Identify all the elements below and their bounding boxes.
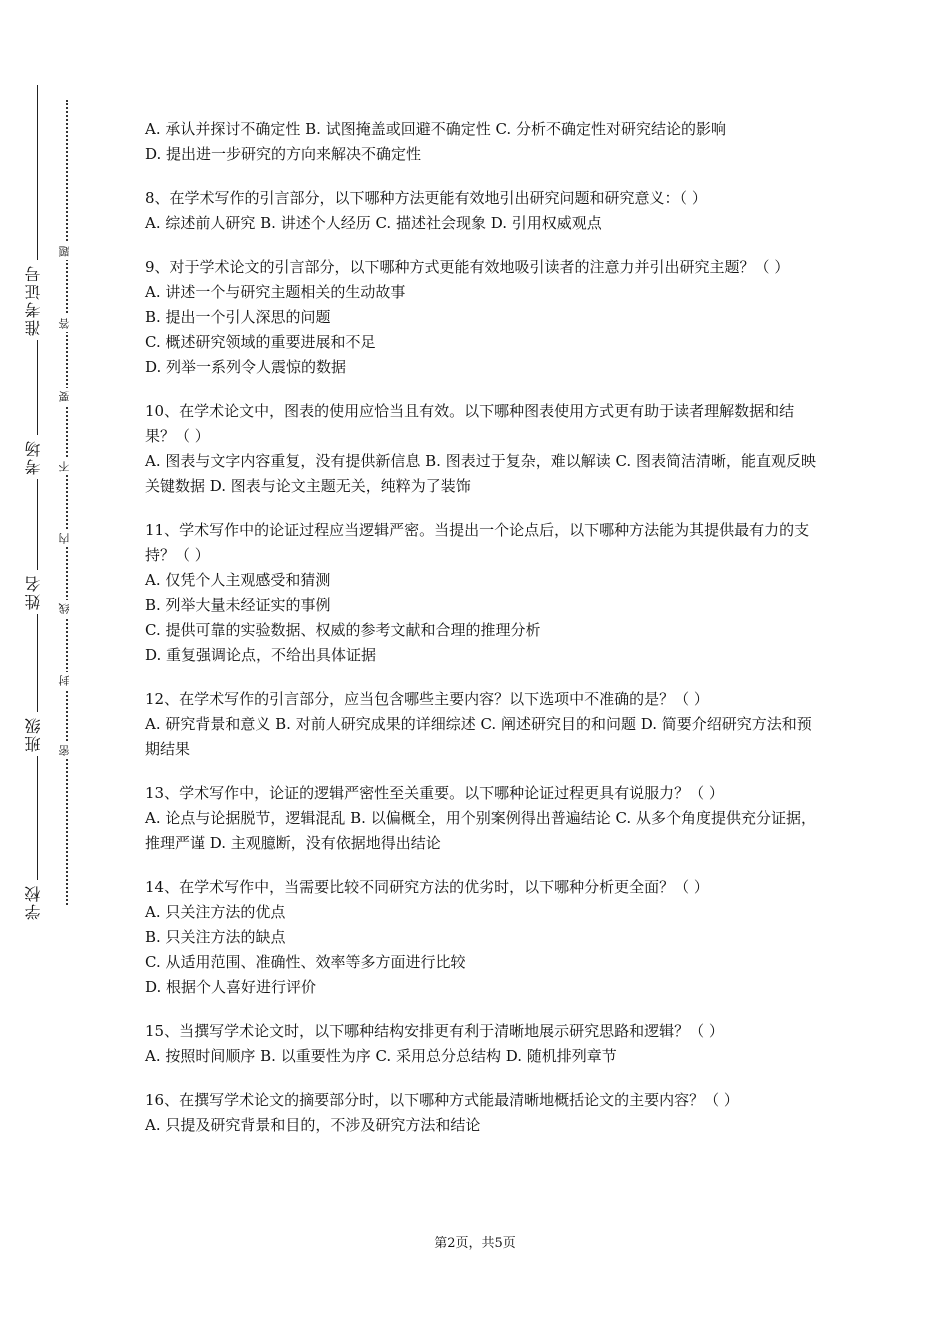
question-list <box>145 117 817 1157</box>
option-line: D. 提出进一步研究的方向来解决不确定性 <box>145 145 422 163</box>
question-11 <box>145 518 817 668</box>
field-class: 班级 <box>24 712 50 756</box>
option-line: A. 综述前人研究 B. 讲述个人经历 C. 描述社会现象 D. 引用权威观点 <box>145 214 602 232</box>
question-16 <box>145 1088 817 1138</box>
question-stem: 16、在撰写学术论文的摘要部分时，以下哪种方式能最清晰地概括论文的主要内容？（ ） <box>145 1091 739 1109</box>
option-line: B. 提出一个引人深思的问题 <box>145 308 331 326</box>
seal-char: 线 <box>59 600 75 617</box>
question-13 <box>145 781 817 856</box>
seal-char: 答 <box>59 315 75 332</box>
question-stem: 14、在学术写作中，当需要比较不同研究方法的优劣时，以下哪种分析更全面？（ ） <box>145 878 709 896</box>
option-line: A. 论点与论据脱节，逻辑混乱 B. 以偏概全，用个别案例得出普遍结论 C. 从多个角度提供充分证据，推理严谨 D. 主观臆断，没有依据地得出结论 <box>145 809 816 852</box>
seal-char: 要 <box>59 388 75 405</box>
question-12 <box>145 687 817 762</box>
seal-char: 封 <box>59 672 75 689</box>
option-line: A. 承认并探讨不确定性 B. 试图掩盖或回避不确定性 C. 分析不确定性对研究结论的影响 <box>145 120 726 138</box>
seal-char: 内 <box>59 530 75 547</box>
page-footer: 第2页，共5页 <box>434 1236 516 1251</box>
question-stem: 8、在学术写作的引言部分，以下哪种方法更能有效地引出研究问题和研究意义：（ ） <box>145 189 707 207</box>
field-exam-room: 考场 <box>24 435 50 479</box>
question-stem: 10、在学术论文中，图表的使用应恰当且有效。以下哪种图表使用方式更有助于读者理解数据和结果？（ ） <box>145 402 795 445</box>
option-line: A. 图表与文字内容重复，没有提供新信息 B. 图表过于复杂，难以解读 C. 图表简洁清晰，能直观反映关键数据 D. 图表与论文主题无关，纯粹为了装饰 <box>145 452 816 495</box>
option-line: D. 重复强调论点，不给出具体证据 <box>145 646 377 664</box>
option-line: B. 列举大量未经证实的事例 <box>145 596 331 614</box>
question-stem: 11、学术写作中的论证过程应当逻辑严密。当提出一个论点后，以下哪种方法能为其提供最有力的支持？（ ） <box>145 521 810 564</box>
binding-line <box>37 85 38 920</box>
option-line: A. 按照时间顺序 B. 以重要性为序 C. 采用总分总结构 D. 随机排列章节 <box>145 1047 617 1065</box>
question-stem: 9、对于学术论文的引言部分，以下哪种方式更能有效地吸引读者的注意力并引出研究主题？（ ） <box>145 258 790 276</box>
field-exam-number: 准考证号 <box>24 260 50 340</box>
seal-dotted-line <box>66 100 68 905</box>
option-line: C. 提供可靠的实验数据、权威的参考文献和合理的推理分析 <box>145 621 541 639</box>
question-8 <box>145 186 817 236</box>
question-10 <box>145 399 817 499</box>
option-line: A. 只提及研究背景和目的，不涉及研究方法和结论 <box>145 1116 481 1134</box>
question-15 <box>145 1019 817 1069</box>
option-line: A. 讲述一个与研究主题相关的生动故事 <box>145 283 406 301</box>
seal-char: 密 <box>59 742 75 759</box>
field-name: 姓名 <box>24 570 50 614</box>
option-line: A. 仅凭个人主观感受和猜测 <box>145 571 331 589</box>
option-line: C. 从适用范围、准确性、效率等多方面进行比较 <box>145 953 466 971</box>
seal-char: 不 <box>59 458 75 475</box>
option-line: C. 概述研究领域的重要进展和不足 <box>145 333 376 351</box>
binding-margin <box>0 0 120 1344</box>
field-school: 学校 <box>24 880 50 924</box>
option-line: B. 只关注方法的缺点 <box>145 928 286 946</box>
question-stem: 13、学术写作中，论证的逻辑严密性至关重要。以下哪种论证过程更具有说服力？（ ） <box>145 784 724 802</box>
option-line: D. 根据个人喜好进行评价 <box>145 978 317 996</box>
question-7-continued <box>145 117 817 167</box>
question-14 <box>145 875 817 1000</box>
seal-char: 题 <box>59 243 75 260</box>
option-line: A. 只关注方法的优点 <box>145 903 286 921</box>
question-stem: 12、在学术写作的引言部分，应当包含哪些主要内容？以下选项中不准确的是？（ ） <box>145 690 709 708</box>
question-stem: 15、当撰写学术论文时，以下哪种结构安排更有利于清晰地展示研究思路和逻辑？（ ） <box>145 1022 724 1040</box>
question-9 <box>145 255 817 380</box>
option-line: D. 列举一系列令人震惊的数据 <box>145 358 347 376</box>
option-line: A. 研究背景和意义 B. 对前人研究成果的详细综述 C. 阐述研究目的和问题 D. 简要介绍研究方法和预期结果 <box>145 715 812 758</box>
